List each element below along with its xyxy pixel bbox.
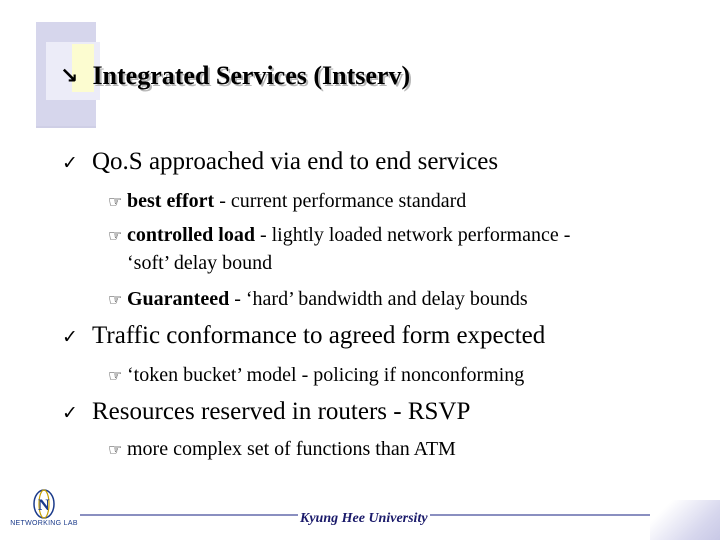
logo-caption: NETWORKING LAB — [10, 520, 78, 527]
logo-letter: N — [38, 497, 50, 514]
sub-bullet-item — [108, 288, 528, 311]
title-bullet-icon: ↘ — [60, 63, 79, 89]
sub-bullet-item — [108, 364, 524, 387]
sub-bullet-text: ‘token bucket’ model - policing if nonconforming — [127, 364, 525, 386]
pointing-hand-icon: ☞ — [108, 440, 123, 459]
sub-bullet-bold: Guaranteed — [127, 288, 230, 310]
checkmark-icon: ✓ — [62, 326, 78, 348]
sub-bullet-item — [108, 190, 466, 213]
bullet-item-text: Traffic conformance to agreed form expected — [92, 322, 546, 349]
bullet-item-text: Qo.S approached via end to end services — [92, 148, 499, 175]
footer-university: Kyung Hee University — [300, 511, 428, 526]
bullet-item — [62, 398, 470, 426]
sub-bullet-bold: controlled load — [127, 224, 255, 246]
sub-bullet-item — [108, 224, 570, 247]
pointing-hand-icon: ☞ — [108, 290, 123, 309]
checkmark-icon: ✓ — [62, 402, 78, 424]
checkmark-icon: ✓ — [62, 152, 78, 174]
pointing-hand-icon: ☞ — [108, 366, 123, 385]
sub-bullet-text: - lightly loaded network performance - — [254, 224, 571, 246]
sub-bullet-text: - ‘hard’ bandwidth and delay bounds — [229, 288, 528, 310]
title-decoration-rule — [36, 126, 96, 128]
pointing-hand-icon: ☞ — [108, 226, 123, 245]
networking-lab-logo — [8, 488, 80, 534]
corner-decoration — [650, 500, 720, 540]
bullet-item — [62, 148, 498, 176]
bullet-item — [62, 322, 545, 350]
sub-bullet-text: - current performance standard — [214, 190, 467, 212]
sub-bullet-continuation: ‘soft’ delay bound — [127, 252, 273, 274]
sub-bullet-bold: best effort — [127, 190, 215, 212]
pointing-hand-icon: ☞ — [108, 192, 123, 211]
slide-title — [60, 56, 410, 96]
bullet-item-text: Resources reserved in routers - RSVP — [92, 398, 471, 425]
slide-title-text: Integrated Services (Intserv) — [92, 61, 411, 90]
sub-bullet-item — [108, 438, 456, 461]
sub-bullet-text: more complex set of functions than ATM — [127, 438, 456, 460]
